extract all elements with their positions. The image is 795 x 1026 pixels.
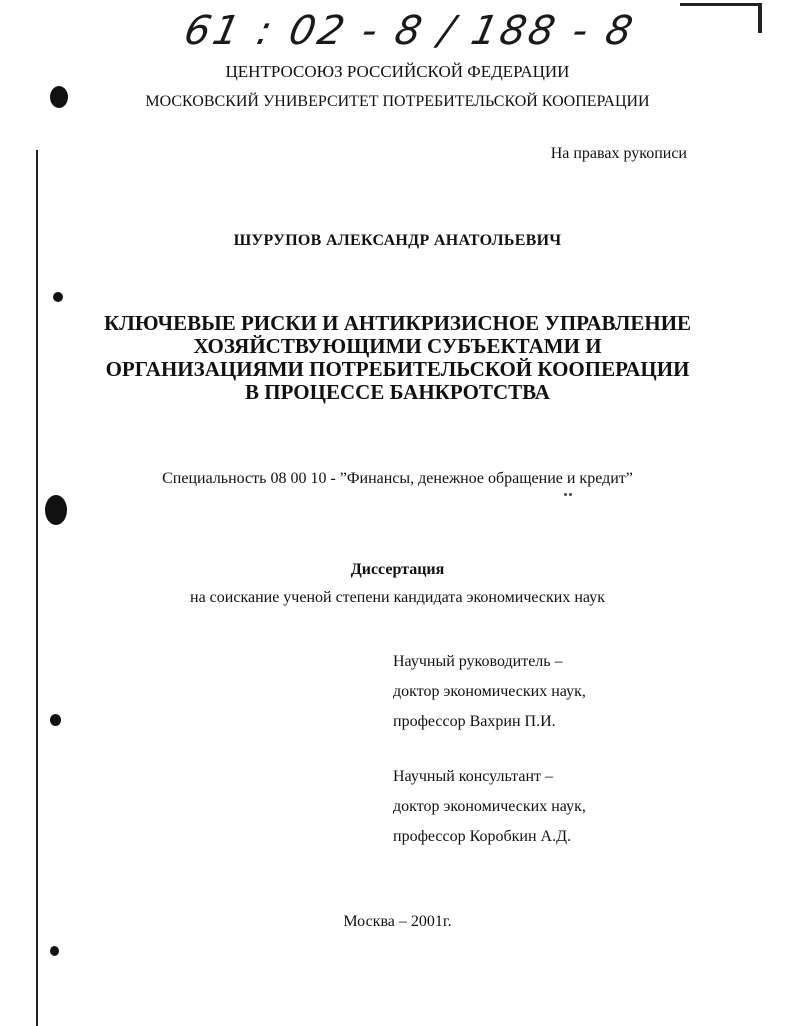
title-line: КЛЮЧЕВЫЕ РИСКИ И АНТИКРИЗИСНОЕ УПРАВЛЕНИЕ	[103, 311, 692, 335]
archive-number-handwritten: 61 : 02 - 8 / 188 - 8	[180, 8, 640, 54]
punch-hole	[53, 292, 63, 302]
author-name: ШУРУПОВ АЛЕКСАНДР АНАТОЛЬЕВИЧ	[233, 232, 562, 249]
degree-subtitle: на соискание ученой степени кандидата экономических наук	[190, 589, 605, 606]
manuscript-rights-note: На правах рукописи	[550, 145, 687, 162]
supervisor-block	[393, 647, 586, 737]
dissertation-title	[90, 312, 705, 404]
organization-header: ЦЕНТРОСОЮЗ РОССИЙСКОЙ ФЕДЕРАЦИИ	[225, 62, 570, 81]
consultant-name: профессор Коробкин А.Д.	[393, 828, 572, 845]
place-and-year: Москва – 2001г.	[343, 913, 452, 930]
punch-hole	[50, 946, 59, 956]
consultant-block	[393, 762, 586, 852]
punch-hole	[45, 495, 67, 525]
supervisor-role: Научный руководитель –	[393, 653, 563, 670]
university-header: МОСКОВСКИЙ УНИВЕРСИТЕТ ПОТРЕБИТЕЛЬСКОЙ КООПЕРАЦИИ	[145, 93, 650, 110]
scan-edge-line	[36, 150, 38, 1026]
punch-hole	[50, 714, 61, 726]
dissertation-label: Диссертация	[350, 561, 445, 578]
scan-speck	[564, 493, 567, 496]
scan-edge-line	[680, 3, 760, 6]
consultant-degree: доктор экономических наук,	[393, 798, 586, 815]
scan-edge-line	[758, 3, 762, 33]
scan-speck	[569, 493, 572, 496]
consultant-role: Научный консультант –	[393, 768, 553, 785]
title-line: ХОЗЯЙСТВУЮЩИМИ СУБЪЕКТАМИ И	[193, 334, 602, 358]
supervisor-degree: доктор экономических наук,	[393, 683, 586, 700]
specialty-line: Специальность 08 00 10 - ”Финансы, денежное обращение и кредит”	[162, 470, 633, 487]
title-line: ОРГАНИЗАЦИЯМИ ПОТРЕБИТЕЛЬСКОЙ КООПЕРАЦИИ	[105, 357, 690, 381]
supervisor-name: профессор Вахрин П.И.	[393, 713, 556, 730]
title-line: В ПРОЦЕССЕ БАНКРОТСТВА	[245, 380, 550, 404]
